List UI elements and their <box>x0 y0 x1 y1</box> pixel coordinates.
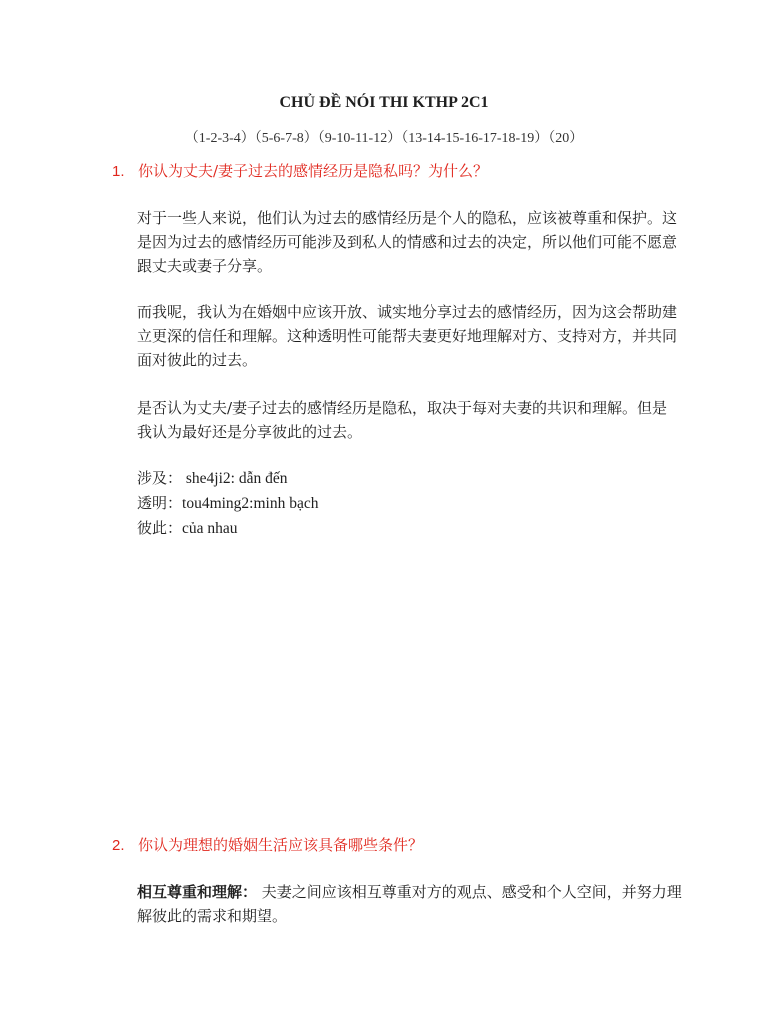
vocab-term: 涉及： <box>137 469 183 487</box>
q2-paragraph-1 <box>137 880 682 928</box>
vocab-definition: she4ji2: dẫn đến <box>182 470 288 487</box>
vocab-item <box>137 466 319 491</box>
vocab-definition: tou4ming2:minh bạch <box>182 495 319 512</box>
vocab-term: 透明： <box>137 494 183 512</box>
q1-paragraph-3: 是否认为丈夫/妻子过去的感情经历是隐私，取决于每对夫妻的共识和理解。但是我认为最好还是分享彼此的过去。 <box>137 399 668 441</box>
topic-groups: （1-2-3-4）（5-6-7-8）（9-10-11-12）（13-14-15-16-17-18-19）（20） <box>184 131 584 146</box>
vocab-list <box>137 466 319 541</box>
q1-paragraph-2: 而我呢，我认为在婚姻中应该开放、诚实地分享过去的感情经历，因为这会帮助建立更深的信任和理解。这种透明性可能帮夫妻更好地理解对方、支持对方，并共同面对彼此的过去。 <box>137 303 678 369</box>
question-1-text: 你认为丈夫/妻子过去的感情经历是隐私吗？为什么？ <box>138 162 489 180</box>
question-1-number: 1. <box>112 163 125 180</box>
question-2-text: 你认为理想的婚姻生活应该具备哪些条件？ <box>138 836 424 854</box>
question-2-number: 2. <box>112 837 125 854</box>
q1-paragraph-1: 对于一些人来说，他们认为过去的感情经历是个人的隐私，应该被尊重和保护。这是因为过去的感情经历可能涉及到私人的情感和过去的决定，所以他们可能不愿意跟丈夫或妻子分享。 <box>137 209 678 275</box>
question-2 <box>112 834 423 855</box>
vocab-item <box>137 491 319 516</box>
q2-point-text: 夫妻之间应该相互尊重对方的观点、感受和个人空间，并努力理解彼此的需求和期望。 <box>137 883 682 925</box>
vocab-term: 彼此： <box>137 519 183 537</box>
document-title: CHỦ ĐỀ NÓI THI KTHP 2C1 <box>279 94 489 111</box>
q2-point-label: 相互尊重和理解： <box>137 883 258 901</box>
vocab-item <box>137 516 319 541</box>
question-1 <box>112 160 488 181</box>
vocab-definition: của nhau <box>182 520 238 537</box>
